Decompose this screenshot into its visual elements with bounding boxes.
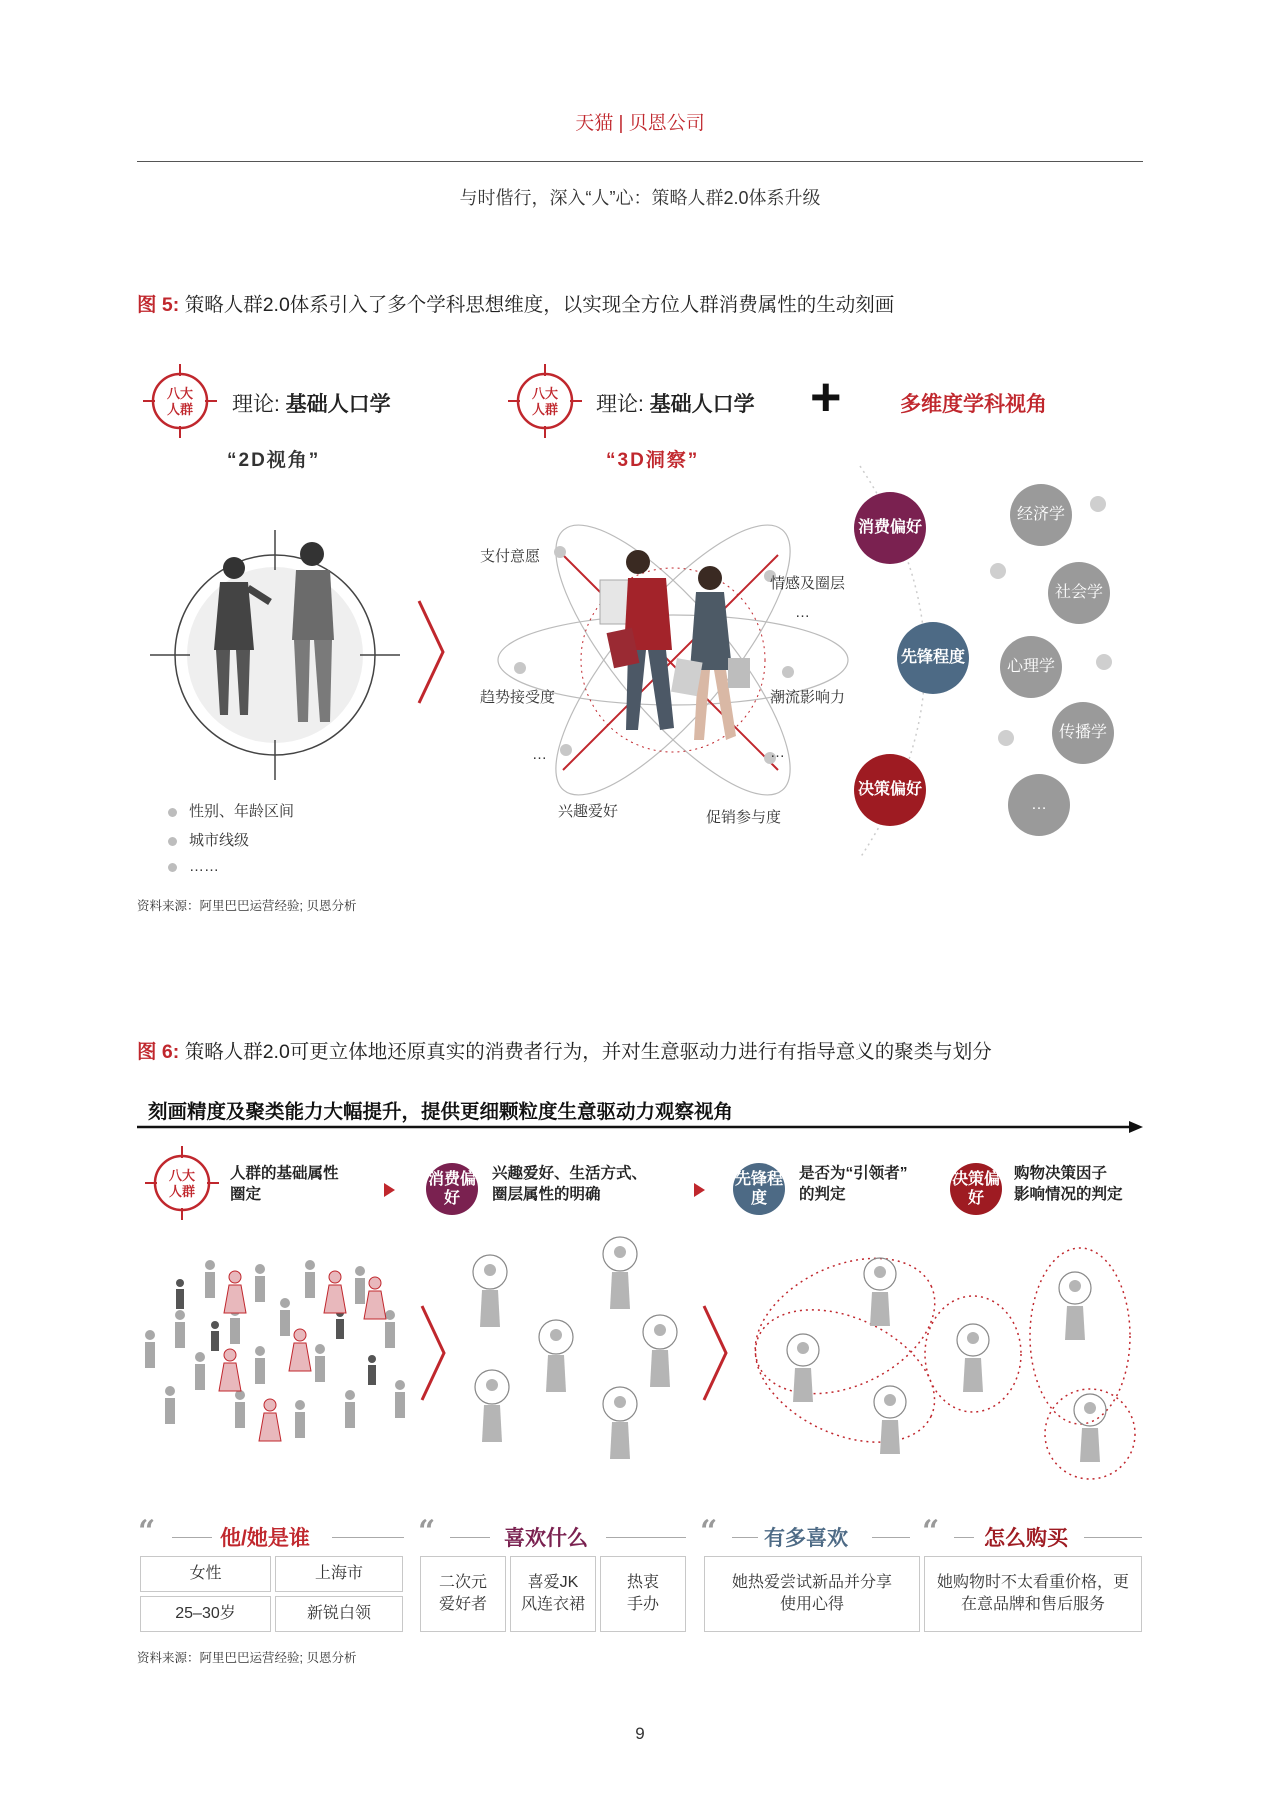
decor-dot [998,730,1014,746]
decor-dot [990,563,1006,579]
decor-dot [1090,496,1106,512]
quote-who: 他/她是谁 [220,1527,310,1550]
banner-arrow-icon [137,1120,1145,1134]
svg-text:人群: 人群 [168,1184,196,1199]
who-cell-city: 上海市 [275,1556,403,1592]
step-arrow-icon [694,1183,705,1197]
bullet-item: 城市线级 [168,829,249,850]
attr-tag: 支付意愿 [480,548,541,565]
step-2-text: 兴趣爱好、生活方式、 圈层属性的明确 [492,1165,648,1203]
theory-left: 理论: 基础人口学 [232,393,391,416]
attr-tag: … [795,604,810,621]
figure-6-title [137,1036,992,1064]
divider [606,1537,686,1538]
discipline-economics: 经济学 [1010,484,1072,546]
seal-line-2: 人群 [166,402,194,417]
individuals-illustration [460,1232,700,1482]
report-subtitle: 与时偕行，深入“人”心：策略人群2.0体系升级 [459,188,821,208]
chevron-right-icon [415,597,447,707]
dimension-consume-preference: 消费偏好 [854,492,926,564]
figure-6-banner: 刻画精度及聚类能力大幅提升，提供更细颗粒度生意驱动力观察视角 [148,1101,734,1123]
attr-tag: 趋势接受度 [480,689,556,706]
page-number: 9 [635,1724,645,1743]
quote-icon: “ [922,1514,940,1549]
discipline-communication: 传播学 [1052,702,1114,764]
crowd-illustration [140,1255,420,1455]
perspective-3d: “3D洞察” [606,450,700,471]
quote-icon: “ [700,1514,718,1549]
eight-groups-seal-icon-3 [145,1146,219,1220]
like-cell-figures: 热衷手办 [600,1556,686,1632]
attr-tag: … [770,744,785,761]
quote-like: 喜欢什么 [504,1527,588,1550]
divider [172,1537,212,1538]
figure-5-text: 策略人群2.0体系引入了多个学科思想维度，以实现全方位人群消费属性的生动刻画 [184,294,895,316]
figure-6-label: 图 6: [137,1041,180,1063]
who-cell-occupation: 新锐白领 [275,1596,403,1632]
header-divider [137,161,1143,162]
divider [332,1537,404,1538]
bullet-item: …… [168,858,219,875]
multi-discipline-title: 多维度学科视角 [900,393,1047,416]
step-3-circle: 先锋程度 [733,1163,785,1215]
how-much-cell: 她热爱尝试新品并分享使用心得 [704,1556,920,1632]
clusters-illustration [745,1236,1140,1486]
figure-5-source: 资料来源：阿里巴巴运营经验; 贝恩分析 [137,899,357,913]
discipline-more: … [1008,774,1070,836]
attr-tag: 兴趣爱好 [558,803,619,820]
dimension-decision-preference: 决策偏好 [854,754,926,826]
dimension-pioneer-degree: 先锋程度 [897,622,969,694]
quote-how-buy: 怎么购买 [984,1527,1068,1550]
divider [872,1537,910,1538]
discipline-sociology: 社会学 [1048,562,1110,624]
chevron-right-icon [418,1302,448,1404]
figure-6-text: 策略人群2.0可更立体地还原真实的消费者行为，并对生意驱动力进行有指导意义的聚类与划分 [184,1041,992,1063]
figure-5-title [137,289,894,317]
attr-tag: 情感及圈层 [770,575,846,592]
who-cell-gender: 女性 [140,1556,271,1592]
divider [954,1537,974,1538]
like-cell-jk: 喜爱JK风连衣裙 [510,1556,596,1632]
step-4-text: 购物决策因子 影响情况的判定 [1014,1165,1123,1203]
divider [732,1537,758,1538]
who-cell-age: 25–30岁 [140,1596,271,1632]
eight-groups-seal-icon [143,364,217,438]
like-cell-acg: 二次元爱好者 [420,1556,506,1632]
quote-how-much: 有多喜欢 [764,1527,848,1550]
svg-text:人群: 人群 [531,402,559,417]
people-2d-illustration [150,530,400,780]
plus-icon: + [810,367,842,427]
attr-tag: 促销参与度 [706,809,782,826]
theory-middle: 理论: 基础人口学 [596,393,755,416]
svg-text:八大: 八大 [168,1168,196,1183]
attr-tag: … [532,746,547,763]
step-4-circle: 决策偏好 [950,1163,1002,1215]
discipline-psychology: 心理学 [1000,636,1062,698]
divider [1084,1537,1142,1538]
quote-icon: “ [138,1514,156,1549]
divider [450,1537,490,1538]
svg-text:八大: 八大 [531,386,559,401]
quote-icon: “ [418,1514,436,1549]
attr-tag: 潮流影响力 [770,689,846,706]
perspective-2d: “2D视角” [227,450,321,471]
step-3-text: 是否为“引领者” 的判定 [799,1165,908,1203]
how-buy-cell: 她购物时不太看重价格，更在意品牌和售后服务 [924,1556,1142,1632]
step-2-circle: 消费偏好 [426,1163,478,1215]
seal-line-1: 八大 [166,386,194,401]
report-brand: 天猫 | 贝恩公司 [575,113,705,134]
eight-groups-seal-icon-2 [508,364,582,438]
figure-5-label: 图 5: [137,294,180,316]
step-arrow-icon [384,1183,395,1197]
decor-dot [1096,654,1112,670]
chevron-right-icon [700,1302,730,1404]
figure-6-source: 资料来源：阿里巴巴运营经验; 贝恩分析 [137,1651,357,1665]
bullet-item: 性别、年龄区间 [168,800,294,821]
step-1-text: 人群的基础属性 圈定 [230,1165,339,1203]
